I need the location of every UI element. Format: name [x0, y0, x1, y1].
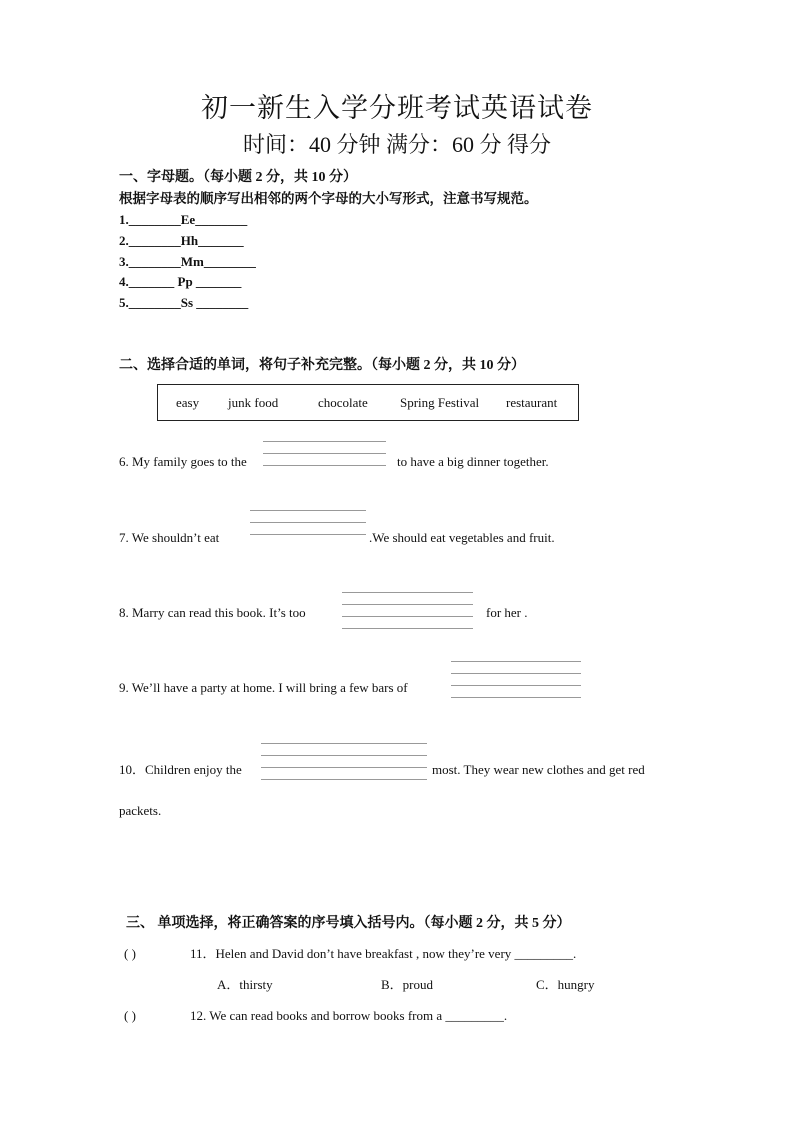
- question-9-start: 9. We’ll have a party at home. I will bring a few bars of: [119, 680, 408, 695]
- question-6-start: 6. My family goes to the: [119, 454, 247, 469]
- q11-option-b: B．proud: [381, 977, 434, 992]
- question-11: 11．Helen and David don’t have breakfast , now they’re very _________.: [190, 946, 577, 961]
- q11-option-a: A．thirsty: [217, 977, 273, 992]
- letter-item-2: 2.________Hh_______: [119, 233, 244, 248]
- answer-blank-q7[interactable]: [250, 510, 366, 546]
- exam-title: 初一新生入学分班考试英语试卷: [201, 93, 593, 123]
- answer-bracket-q12[interactable]: ( ): [124, 1008, 136, 1023]
- letter-item-4: 4._______ Pp _______: [119, 274, 242, 289]
- word-bank-item: easy: [176, 395, 200, 410]
- section3-heading: 三、 单项选择，将正确答案的序号填入括号内。（每小题 2 分，共 5 分）: [126, 916, 571, 931]
- letter-item-5: 5.________Ss ________: [119, 295, 249, 310]
- question-6-end: to have a big dinner together.: [397, 454, 549, 469]
- answer-blank-q6[interactable]: [263, 441, 386, 477]
- question-8-end: for her .: [486, 605, 528, 620]
- question-12: 12. We can read books and borrow books from a _________.: [190, 1008, 508, 1023]
- question-10-start: 10．Children enjoy the: [119, 762, 242, 777]
- question-7-start: 7. We shouldn’t eat: [119, 530, 220, 545]
- word-bank-item: Spring Festival: [400, 395, 480, 410]
- word-bank-item: junk food: [228, 395, 279, 410]
- section1-instruction: 根据字母表的顺序写出相邻的两个字母的大小写形式，注意书写规范。: [119, 191, 538, 206]
- question-8-start: 8. Marry can read this book. It’s too: [119, 605, 306, 620]
- section1-heading: 一、字母题。（每小题 2 分，共 10 分）: [119, 170, 357, 185]
- letter-item-1: 1.________Ee________: [119, 212, 248, 227]
- answer-blank-q10[interactable]: [261, 743, 427, 791]
- q11-option-c: C．hungry: [536, 977, 595, 992]
- question-10-continuation: packets.: [119, 803, 162, 818]
- word-bank-item: restaurant: [506, 395, 558, 410]
- word-bank-item: chocolate: [318, 395, 368, 410]
- section2-heading: 二、选择合适的单词，将句子补充完整。（每小题 2 分，共 10 分）: [119, 358, 525, 373]
- answer-blank-q8[interactable]: [342, 592, 473, 640]
- word-bank: [157, 384, 579, 421]
- answer-bracket-q11[interactable]: ( ): [124, 946, 136, 961]
- answer-blank-q9[interactable]: [451, 661, 581, 709]
- question-7-end: .We should eat vegetables and fruit.: [369, 530, 555, 545]
- question-10-end: most. They wear new clothes and get red: [432, 762, 645, 777]
- exam-subtitle: 时间：40 分钟 满分：60 分 得分: [242, 132, 551, 157]
- letter-item-3: 3.________Mm________: [119, 254, 256, 269]
